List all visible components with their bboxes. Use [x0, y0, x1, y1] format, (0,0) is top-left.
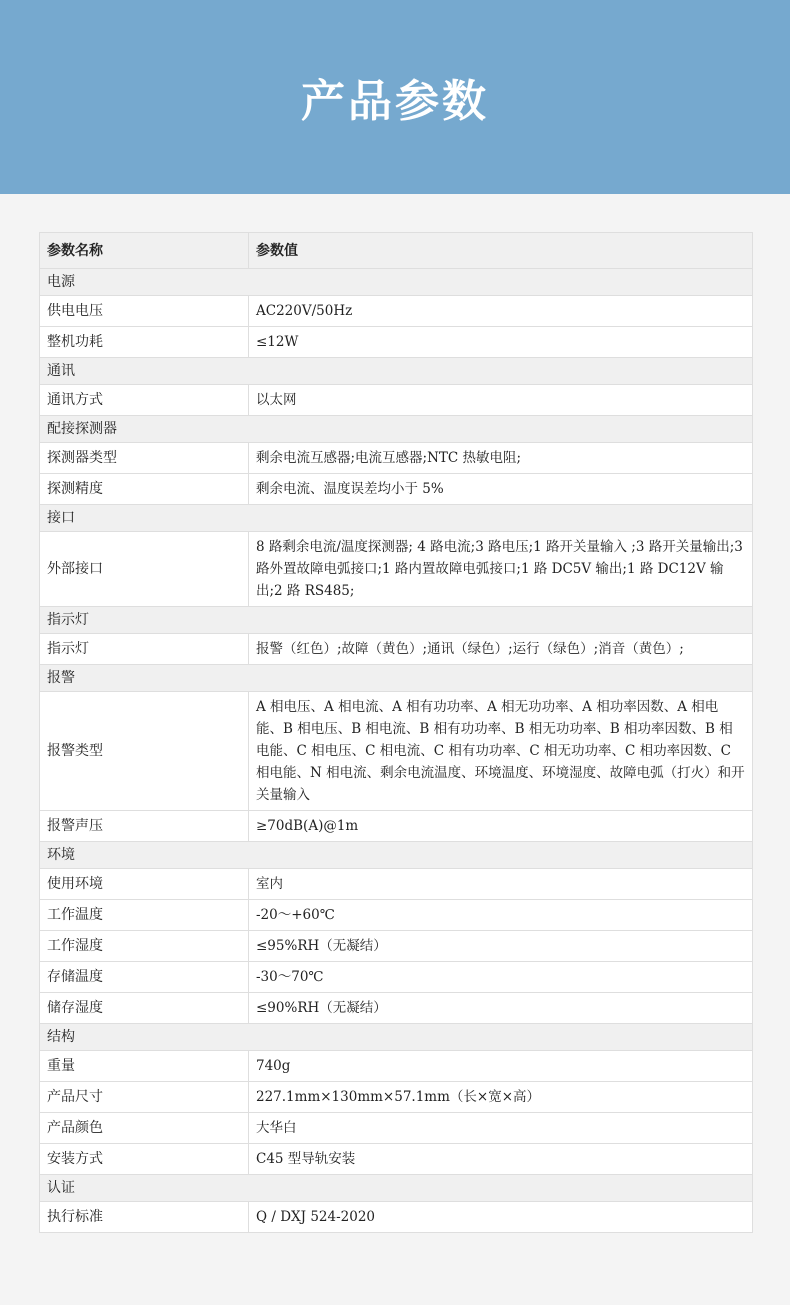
section-label: 结构 — [40, 1024, 753, 1051]
table-body — [40, 269, 753, 1233]
section-row — [40, 416, 753, 443]
param-value: 8 路剩余电流/温度探测器; 4 路电流;3 路电压;1 路开关量输入 ;3 路开关量输出;3 路外置故障电弧接口;1 路内置故障电弧接口;1 路 DC5V 输出;1 路 DC12V 输出;2 路 RS485; — [249, 532, 753, 607]
table-row — [40, 634, 753, 665]
table-row — [40, 1082, 753, 1113]
section-label: 指示灯 — [40, 607, 753, 634]
section-row — [40, 665, 753, 692]
param-name: 使用环境 — [40, 869, 249, 900]
param-name: 工作温度 — [40, 900, 249, 931]
param-name: 工作湿度 — [40, 931, 249, 962]
table-row — [40, 962, 753, 993]
table-row — [40, 993, 753, 1024]
param-name: 探测精度 — [40, 474, 249, 505]
title-banner — [0, 0, 790, 194]
param-value: ≤95%RH（无凝结） — [249, 931, 753, 962]
param-name: 存储温度 — [40, 962, 249, 993]
table-row — [40, 474, 753, 505]
table-row — [40, 385, 753, 416]
table-row — [40, 931, 753, 962]
section-row — [40, 607, 753, 634]
spec-table — [39, 232, 753, 1233]
param-name: 报警类型 — [40, 692, 249, 811]
param-value: ≤90%RH（无凝结） — [249, 993, 753, 1024]
param-name: 整机功耗 — [40, 327, 249, 358]
param-value: 报警（红色）;故障（黄色）;通讯（绿色）;运行（绿色）;消音（黄色）; — [249, 634, 753, 665]
param-value: C45 型导轨安装 — [249, 1144, 753, 1175]
section-row — [40, 505, 753, 532]
table-row — [40, 692, 753, 811]
param-value: -30～70℃ — [249, 962, 753, 993]
section-label: 认证 — [40, 1175, 753, 1202]
section-row — [40, 1175, 753, 1202]
param-value: -20～+60℃ — [249, 900, 753, 931]
table-header-row — [40, 233, 753, 269]
table-row — [40, 1051, 753, 1082]
table-row — [40, 1144, 753, 1175]
param-name: 通讯方式 — [40, 385, 249, 416]
table-row — [40, 869, 753, 900]
param-name: 储存湿度 — [40, 993, 249, 1024]
param-value: 227.1mm×130mm×57.1mm（长×宽×高） — [249, 1082, 753, 1113]
section-label: 通讯 — [40, 358, 753, 385]
param-value: Q / DXJ 524-2020 — [249, 1202, 753, 1233]
param-name: 产品尺寸 — [40, 1082, 249, 1113]
column-header-value: 参数值 — [249, 233, 753, 269]
param-value: 剩余电流互感器;电流互感器;NTC 热敏电阻; — [249, 443, 753, 474]
param-value: 以太网 — [249, 385, 753, 416]
param-name: 执行标准 — [40, 1202, 249, 1233]
table-row — [40, 811, 753, 842]
table-row — [40, 900, 753, 931]
section-row — [40, 358, 753, 385]
page-title: 产品参数 — [301, 76, 489, 127]
param-name: 报警声压 — [40, 811, 249, 842]
table-row — [40, 1113, 753, 1144]
param-value: ≥70dB(A)@1m — [249, 811, 753, 842]
param-name: 供电电压 — [40, 296, 249, 327]
table-row — [40, 443, 753, 474]
param-name: 探测器类型 — [40, 443, 249, 474]
section-label: 接口 — [40, 505, 753, 532]
table-row — [40, 532, 753, 607]
param-value: 大华白 — [249, 1113, 753, 1144]
section-label: 环境 — [40, 842, 753, 869]
spec-table-container — [39, 232, 752, 1233]
param-value: AC220V/50Hz — [249, 296, 753, 327]
section-row — [40, 842, 753, 869]
table-row — [40, 296, 753, 327]
section-row — [40, 269, 753, 296]
param-value: 室内 — [249, 869, 753, 900]
param-value: ≤12W — [249, 327, 753, 358]
param-value: A 相电压、A 相电流、A 相有功功率、A 相无功功率、A 相功率因数、A 相电能、B 相电压、B 相电流、B 相有功功率、B 相无功功率、B 相功率因数、B 相电能、C 相电压、C 相电流、C 相有功功率、C 相无功功率、C 相功率因数、C 相电能、N 相电流、剩余电流温度、环境温度、环境湿度、故障电弧（打火）和开关量输入 — [249, 692, 753, 811]
param-name: 安装方式 — [40, 1144, 249, 1175]
section-row — [40, 1024, 753, 1051]
param-name: 指示灯 — [40, 634, 249, 665]
param-name: 产品颜色 — [40, 1113, 249, 1144]
section-label: 报警 — [40, 665, 753, 692]
table-row — [40, 1202, 753, 1233]
param-name: 重量 — [40, 1051, 249, 1082]
table-row — [40, 327, 753, 358]
param-value: 740g — [249, 1051, 753, 1082]
param-name: 外部接口 — [40, 532, 249, 607]
param-value: 剩余电流、温度误差均小于 5% — [249, 474, 753, 505]
column-header-name: 参数名称 — [40, 233, 249, 269]
section-label: 电源 — [40, 269, 753, 296]
section-label: 配接探测器 — [40, 416, 753, 443]
